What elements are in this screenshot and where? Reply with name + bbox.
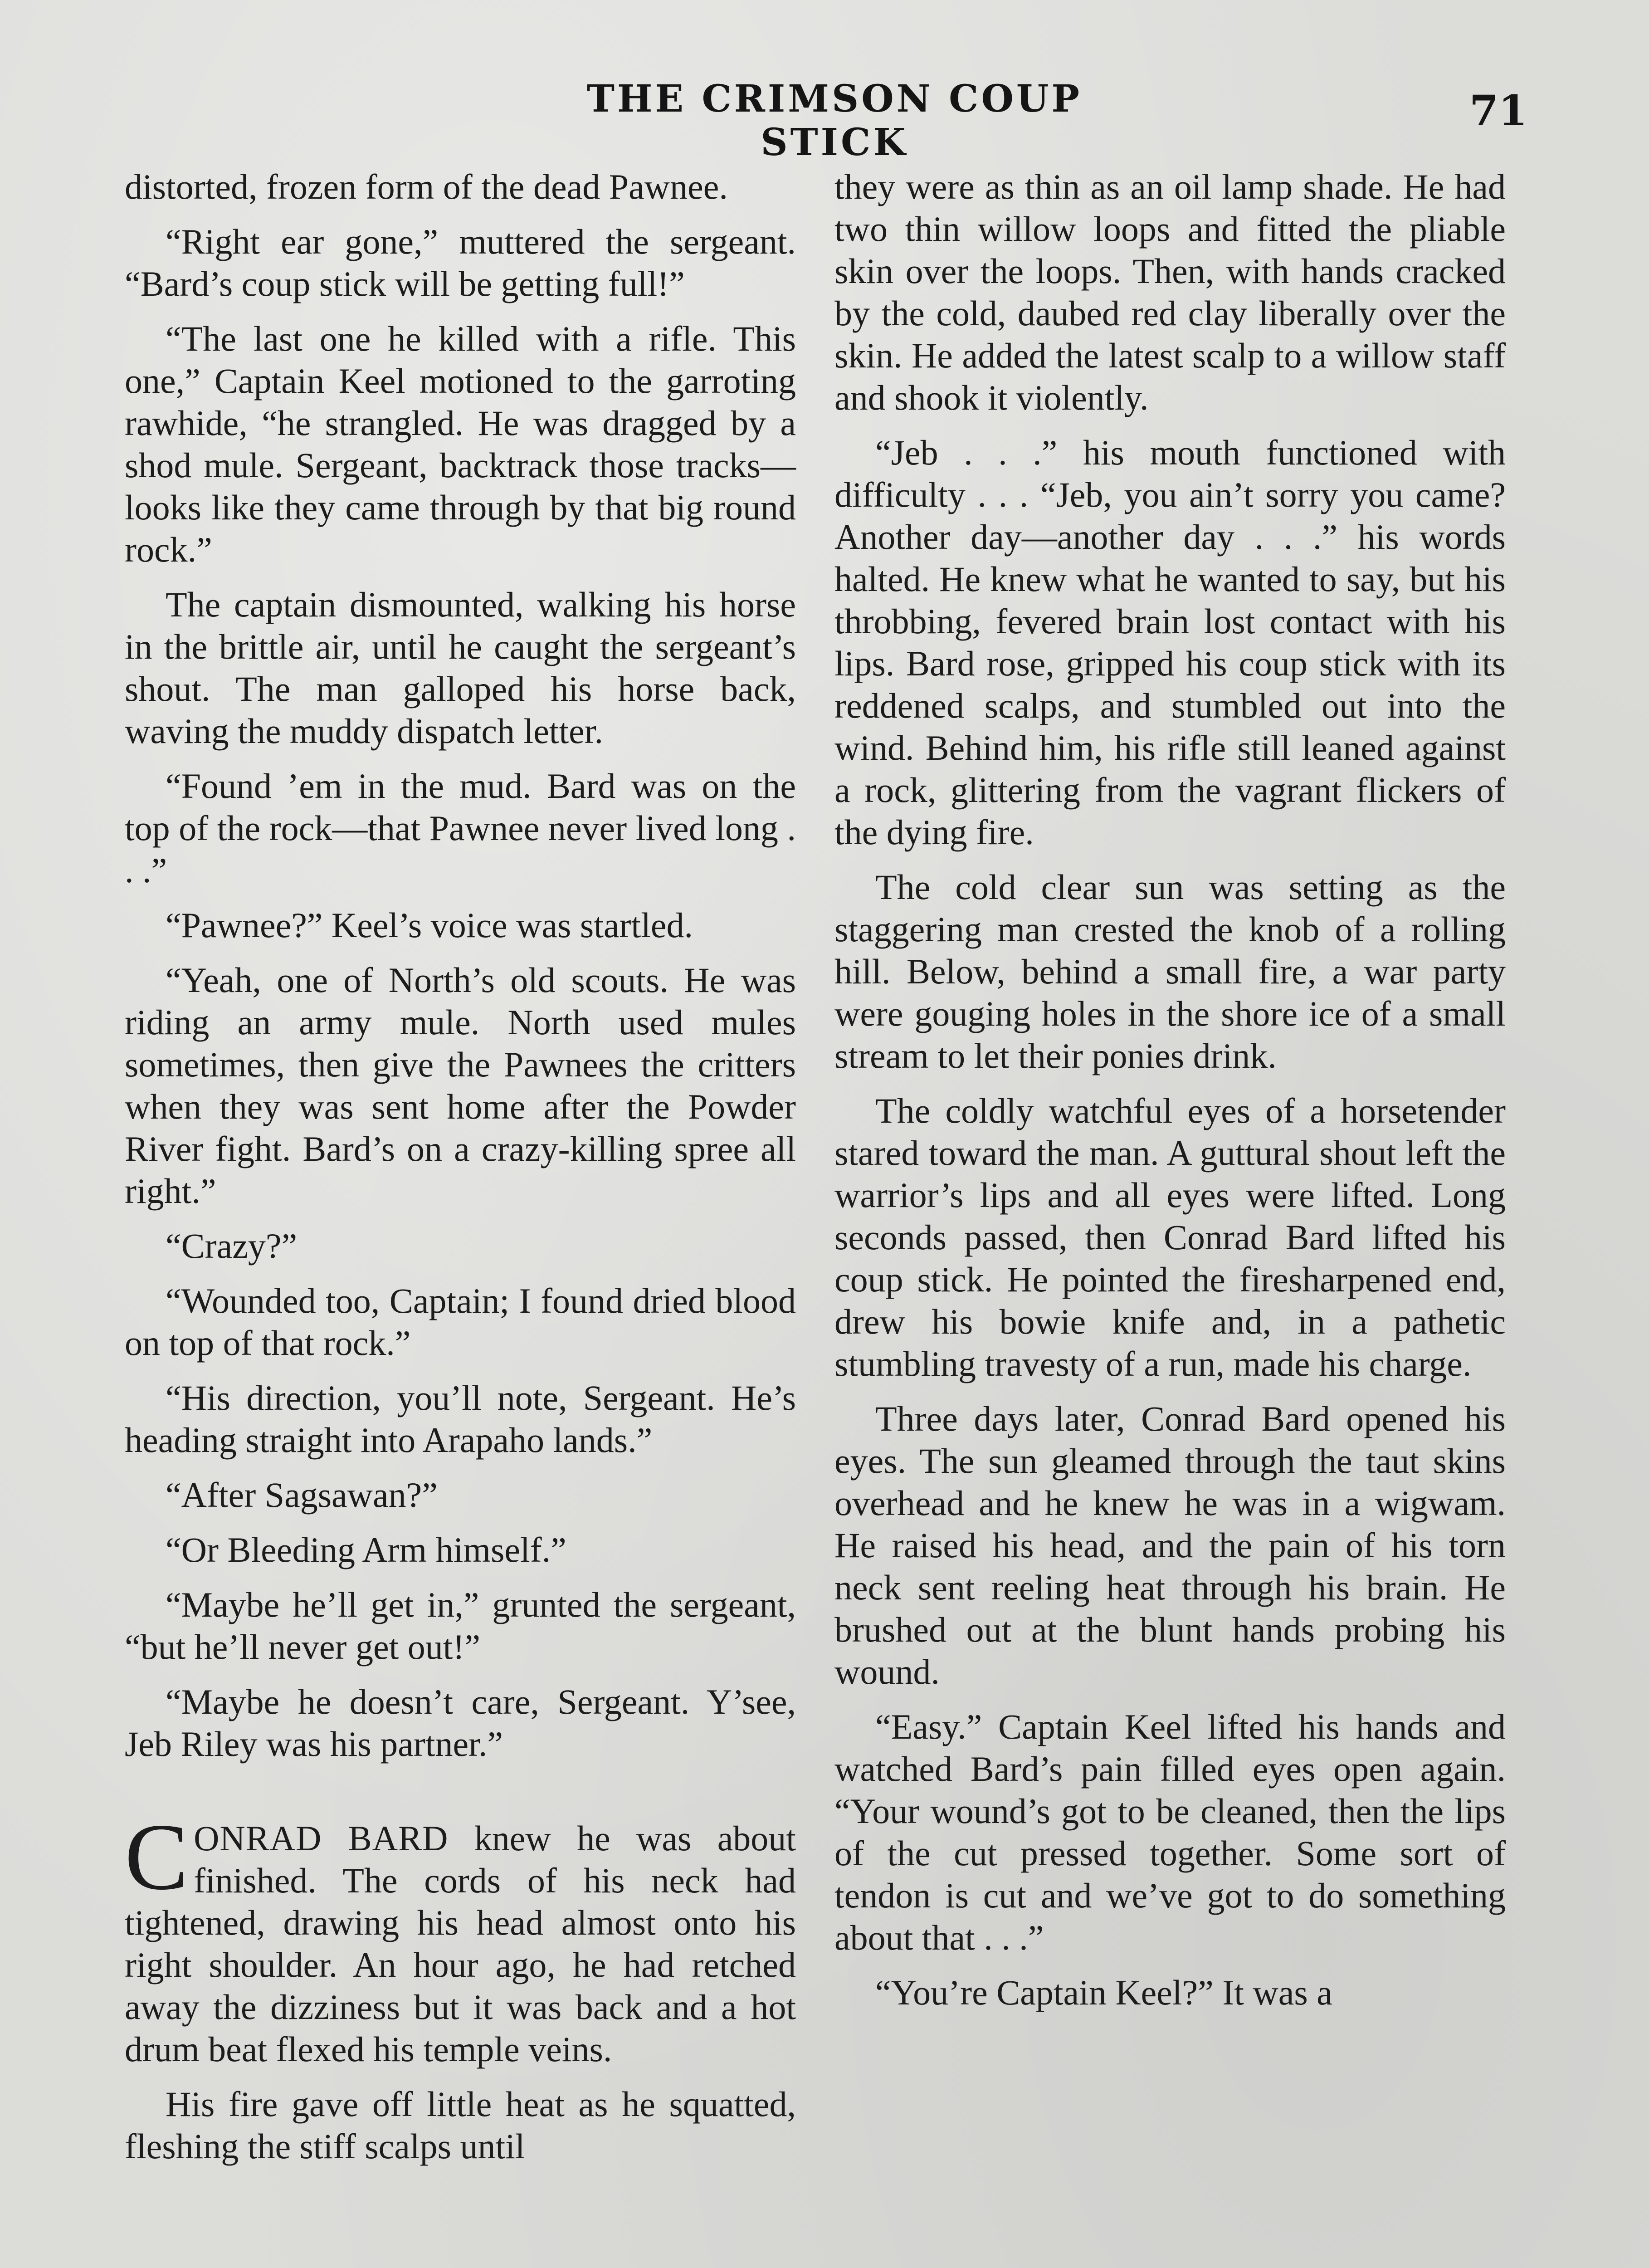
paragraph: “The last one he killed with a rifle. This one,” Captain Keel motioned to the garroting rawhide, “he strangled. He was dragged by a shod mule. Sergeant, backtrack those tracks—looks like they came through by that big round rock.” — [125, 319, 796, 569]
page-number: 71 — [1469, 86, 1528, 135]
section-first-text: knew he was about finished. The cords of his neck had tightened, drawing his head almost onto his right shoulder. An hour ago, he had retched away the dizziness but it was back and a hot drum beat flexed his temple veins. — [125, 1818, 796, 2069]
right-column — [834, 166, 1506, 2026]
paragraph: “Crazy?” — [166, 1226, 298, 1266]
paragraph: they were as thin as an oil lamp shade. He had two thin willow loops and fitted the pliable skin over the loops. Then, with hands cracked by the cold, daubed red clay liberally over the skin. He added the latest scalp to a willow staff and shook it violently. — [834, 167, 1506, 417]
paragraph: The cold clear sun was setting as the staggering man crested the knob of a rolling hill. Below, behind a small fire, a war party were gouging holes in the shore ice of a small stream to let their ponies drink. — [834, 867, 1506, 1075]
drop-cap: C — [125, 1804, 189, 1910]
section-lead-words: ONRAD BARD — [194, 1818, 449, 1858]
paragraph: “Jeb . . .” his mouth functioned with difficulty . . . “Jeb, you ain’t sorry you came? Another day—another day . . .” his words halted. He knew what he wanted to say, but his throbbing, fevered brain lost contact with his lips. Bard rose, gripped his coup stick with its reddened scalps, and stumbled out into the wind. Behind him, his rifle still leaned against a rock, glittering from the vagrant flickers of the dying fire. — [834, 433, 1506, 852]
running-header: THE CRIMSON COUP STICK — [586, 77, 1083, 164]
paragraph: “You’re Captain Keel?” It was a — [875, 1973, 1332, 2012]
paragraph: “After Sagsawan?” — [166, 1475, 438, 1515]
paragraph: “Right ear gone,” muttered the sergeant. “Bard’s coup stick will be getting full!” — [125, 222, 796, 303]
paragraph: “His direction, you’ll note, Sergeant. He’s heading straight into Arapaho lands.” — [125, 1378, 796, 1460]
paragraph: “Or Bleeding Arm himself.” — [166, 1530, 566, 1569]
left-column — [125, 166, 796, 2180]
paragraph: The coldly watchful eyes of a horsetender stared toward the man. A guttural shout left the warrior’s lips and all eyes were lifted. Long seconds passed, then Conrad Bard lifted his coup stick. He pointed the firesharpened end, drew his bowie knife and, in a pathetic stumbling travesty of a run, made his charge. — [834, 1091, 1506, 1383]
paragraph: “Maybe he’ll get in,” grunted the sergeant, “but he’ll never get out!” — [125, 1585, 796, 1667]
paragraph: “Pawnee?” Keel’s voice was startled. — [166, 905, 693, 945]
section-opening-paragraph — [125, 1804, 796, 2070]
paragraph: “Wounded too, Captain; I found dried blood on top of that rock.” — [125, 1281, 796, 1363]
paragraph: “Easy.” Captain Keel lifted his hands and watched Bard’s pain filled eyes open again. “Your wound’s got to be cleaned, then the lips of the cut pressed together. Some sort of tendon is cut and we’ve got to do something about that . . .” — [834, 1707, 1506, 1957]
paragraph: His fire gave off little heat as he squatted, fleshing the stiff scalps until — [125, 2084, 796, 2166]
paragraph: “Maybe he doesn’t care, Sergeant. Y’see, Jeb Riley was his partner.” — [125, 1682, 796, 1764]
paragraph: distorted, frozen form of the dead Pawnee. — [125, 167, 728, 206]
paragraph: Three days later, Conrad Bard opened his eyes. The sun gleamed through the taut skins overhead and he knew he was in a wigwam. He raised his head, and the pain of his torn neck sent reeling heat through his brain. He brushed out at the blunt hands probing his wound. — [834, 1399, 1506, 1691]
paragraph: “Yeah, one of North’s old scouts. He was riding an army mule. North used mules sometimes, then give the Pawnees the critters when they was sent home after the Powder River fight. Bard’s on a crazy-killing spree all right.” — [125, 960, 796, 1211]
paragraph: “Found ’em in the mud. Bard was on the top of the rock—that Pawnee never lived long . . .” — [125, 766, 796, 890]
paragraph: The captain dismounted, walking his horse in the brittle air, until he caught the sergeant’s shout. The man galloped his horse back, waving the muddy dispatch letter. — [125, 585, 796, 751]
